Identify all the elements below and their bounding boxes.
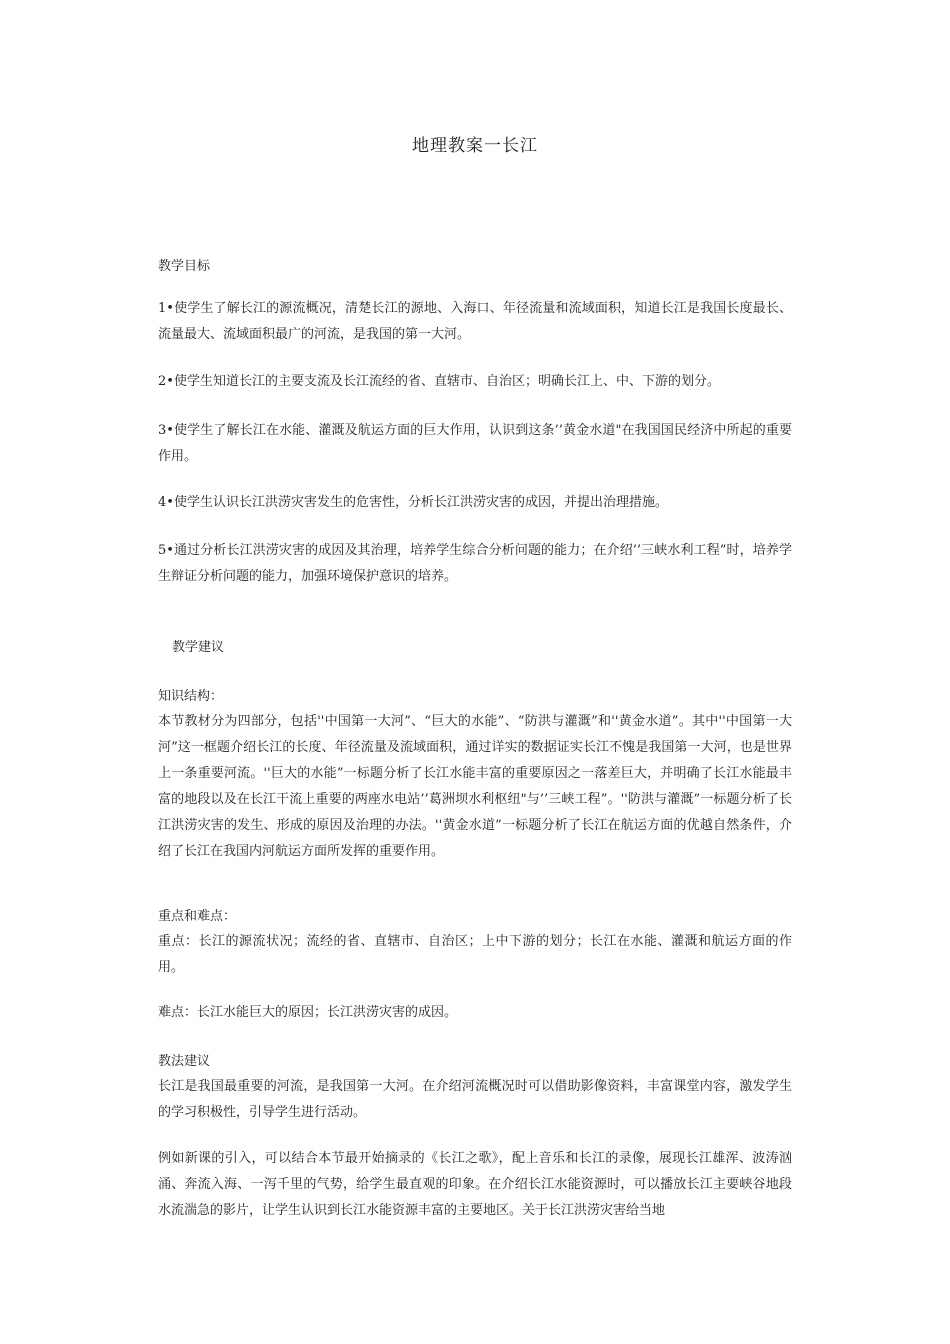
goal-item-3: 3•使学生了解长江在水能、灌溉及航运方面的巨大作用，认识到这条’’黄金水道"在我国国民经济中所起的重要作用。	[158, 423, 792, 464]
document-title: 地理教案一长江	[412, 136, 538, 156]
goal-item-5: 5•通过分析长江洪涝灾害的成因及其治理，培养学生综合分析问题的能力；在介绍’’三峡水利工程”时，培养学生辩证分析问题的能力，加强环境保护意识的培养。	[158, 543, 792, 584]
goal-item-1: 1•使学生了解长江的源流概况，清楚长江的源地、入海口、年径流量和流域面积，知道长江是我国长度最长、流量最大、流域面积最广的河流，是我国的第一大河。	[158, 301, 792, 342]
knowledge-paragraph: 本节教材分为四部分，包括''中国第一大河”、“巨大的水能”、“防洪与灌溉”和''黄金水道”。其中''中国第一大河”这一框题介绍长江的长度、年径流量及流域面积，通过详实的数据证实长江不愧是我国第一大河，也是世界上一条重要河流。''巨大的水能”一标题分析了长江水能丰富的重要原因之一落差巨大，并明确了长江水能最丰富的地段以及在长江干流上重要的两座水电站’’葛洲坝水利枢纽"与’’三峡工程”。''防洪与灌溉”一标题分析了长江洪涝灾害的发生、形成的原因及治理的办法。''黄金水道”一标题分析了长江在航运方面的优越自然条件，介绍了长江在我国内河航运方面所发挥的重要作用。	[158, 714, 792, 859]
goal-item-2: 2•使学生知道长江的主要支流及长江流经的省、直辖市、自治区；明确长江上、中、下游的划分。	[158, 374, 720, 389]
knowledge-heading: 知识结构：	[158, 689, 224, 704]
method-paragraph: 长江是我国最重要的河流，是我国第一大河。在介绍河流概况时可以借助影像资料，丰富课堂内容，激发学生的学习积极性，引导学生进行活动。	[158, 1079, 792, 1120]
key-heading: 重点和难点：	[158, 909, 237, 924]
goals-heading: 教学目标	[158, 259, 211, 274]
method-heading: 教法建议	[158, 1054, 211, 1069]
goal-item-4: 4•使学生认识长江洪涝灾害发生的危害性，分析长江洪涝灾害的成因，并提出治理措施。	[158, 495, 668, 510]
example-paragraph: 例如新课的引入，可以结合本节最开始摘录的《长江之歌》，配上音乐和长江的录像，展现长江雄浑、波涛汹涌、奔流入海、一泻千里的气势，给学生最直观的印象。在介绍长江水能资源时，可以播放长江主要峡谷地段水流湍急的影片，让学生认识到长江水能资源丰富的主要地区。关于长江洪涝灾害给当地	[158, 1151, 792, 1218]
difficulty-paragraph: 难点：长江水能巨大的原因；长江洪涝灾害的成因。	[158, 1005, 458, 1020]
key-paragraph: 重点：长江的源流状况；流经的省、直辖市、自治区；上中下游的划分；长江在水能、灌溉和航运方面的作用。	[158, 934, 792, 975]
suggest-heading: 教学建议	[172, 640, 225, 655]
